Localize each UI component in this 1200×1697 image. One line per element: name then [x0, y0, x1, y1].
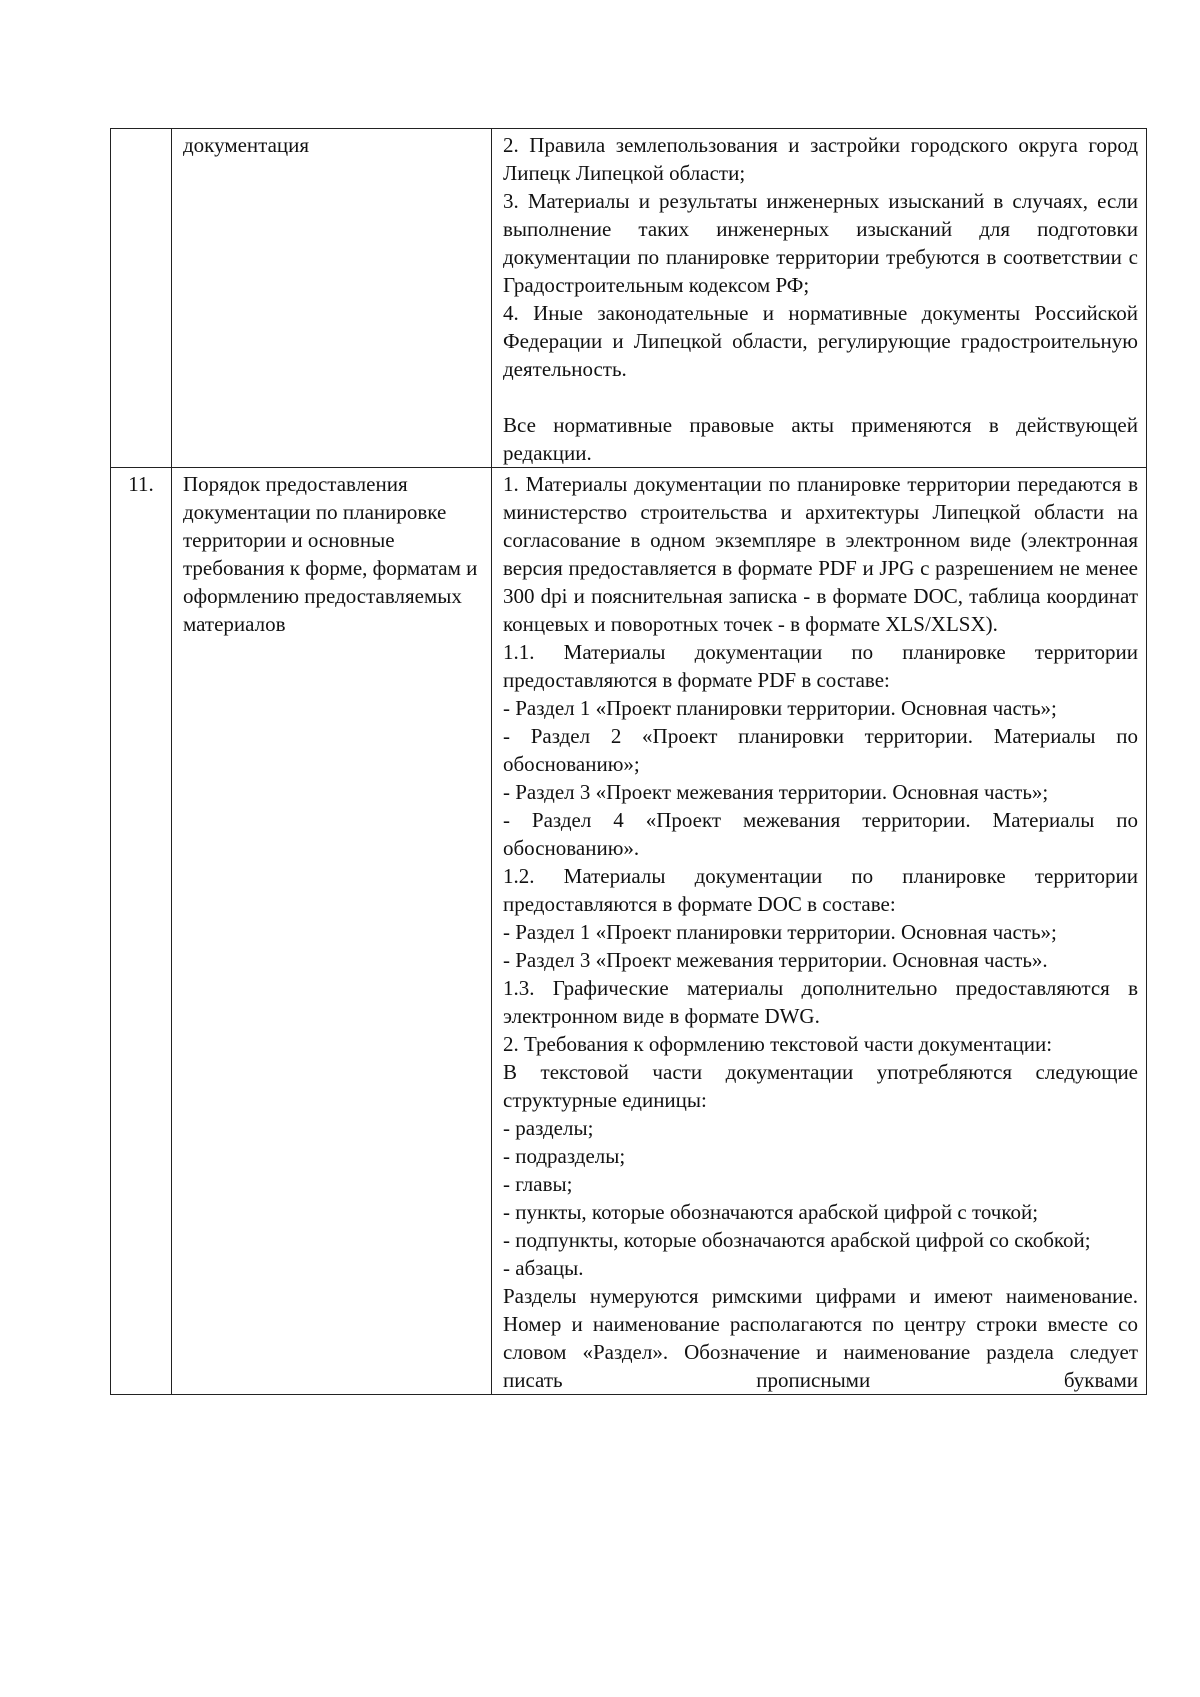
row-label-cell: документация — [172, 129, 492, 468]
paragraph: Все нормативные правовые акты применяются в действующей редакции. — [503, 413, 1138, 465]
requirements-table — [110, 128, 1147, 1395]
paragraph: - Раздел 1 «Проект планировки территории. Основная часть»; — [503, 696, 1057, 720]
row-number-cell — [111, 129, 172, 468]
paragraph: 1. Материалы документации по планировке территории передаются в министерство строительства и архитектуры Липецкой области на согласование в одном экземпляре в электронном виде (электронная версия предоставляется в формате PDF и JPG с разрешением не менее 300 dpi и пояснительная записка - в формате DOC, таблица координат концевых и поворотных точек - в формате XLS/XLSX). — [503, 472, 1138, 636]
paragraph: - пункты, которые обозначаются арабской цифрой с точкой; — [503, 1200, 1039, 1224]
row-content-cell — [492, 129, 1147, 468]
paragraph: - Раздел 3 «Проект межевания территории. Основная часть»; — [503, 780, 1049, 804]
paragraph: - подразделы; — [503, 1144, 626, 1168]
paragraph: Разделы нумеруются римскими цифрами и имеют наименование. Номер и наименование располагаются по центру строки вместе со словом «Раздел». Обозначение и наименование раздела следует писать прописными буквами — [503, 1284, 1138, 1392]
paragraph: 1.3. Графические материалы дополнительно предоставляются в электронном виде в формате DWG. — [503, 976, 1138, 1028]
paragraph: 1.2. Материалы документации по планировке территории предоставляются в формате DOC в составе: — [503, 864, 1138, 916]
paragraph: - подпункты, которые обозначаются арабской цифрой со скобкой; — [503, 1228, 1091, 1252]
paragraph: 1.1. Материалы документации по планировке территории предоставляются в формате PDF в составе: — [503, 640, 1138, 692]
paragraph: - разделы; — [503, 1116, 594, 1140]
paragraph: 4. Иные законодательные и нормативные документы Российской Федерации и Липецкой области, регулирующие градостроительную деятельность. — [503, 301, 1138, 381]
paragraph: 3. Материалы и результаты инженерных изысканий в случаях, если выполнение таких инженерных изысканий для подготовки документации по планировке территории требуются в соответствии с Градостроительным кодексом РФ; — [503, 189, 1138, 297]
paragraph: - Раздел 1 «Проект планировки территории. Основная часть»; — [503, 920, 1057, 944]
paragraph: - Раздел 2 «Проект планировки территории. Материалы по обоснованию»; — [503, 724, 1138, 776]
row-label-cell: Порядок предоставления документации по планировке территории и основные требования к форме, форматам и оформлению предоставляемых материалов — [172, 468, 492, 1395]
row-content-cell — [492, 468, 1147, 1395]
table-row — [111, 468, 1147, 1395]
paragraph: 2. Правила землепользования и застройки городского округа город Липецк Липецкой области; — [503, 133, 1138, 185]
paragraph: - абзацы. — [503, 1256, 584, 1280]
paragraph: - Раздел 4 «Проект межевания территории. Материалы по обоснованию». — [503, 808, 1138, 860]
row-number-cell: 11. — [111, 468, 172, 1395]
table-row — [111, 129, 1147, 468]
paragraph: В текстовой части документации употребляются следующие структурные единицы: — [503, 1060, 1138, 1112]
paragraph: - Раздел 3 «Проект межевания территории. Основная часть». — [503, 948, 1048, 972]
paragraph-gap — [503, 383, 1138, 411]
paragraph: 2. Требования к оформлению текстовой части документации: — [503, 1032, 1053, 1056]
paragraph: - главы; — [503, 1172, 573, 1196]
